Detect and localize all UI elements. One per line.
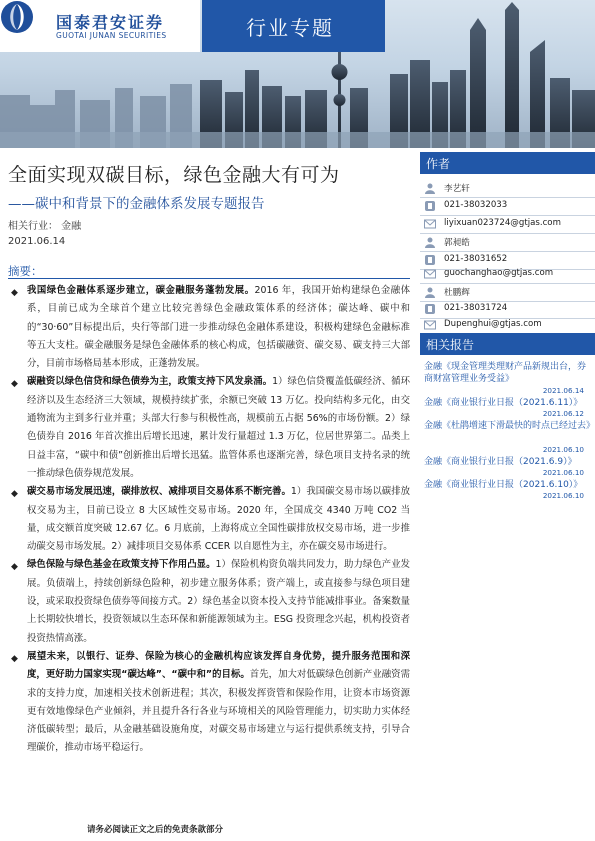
cover-banner xyxy=(0,0,595,148)
author-email[interactable]: liyixuan023724@gtjas.com xyxy=(444,218,561,228)
author-name-row xyxy=(424,235,594,252)
author-phone: 021-38032033 xyxy=(444,200,508,210)
logo-block xyxy=(0,0,200,52)
related-report-link[interactable]: 金融《商业银行业日报（2021.6.10）》 xyxy=(424,480,583,490)
email-icon xyxy=(424,268,436,280)
guotai-junan-logo-icon xyxy=(0,0,34,34)
abstract-item-body: 首先，加大对低碳绿色创新产业融资需求的支持力度，加速相关技术创新进程；其次，积极发挥资管和保险作用，让资本市场资源更有效地像绿色产业倾斜，并且提升各行各业与环境相关的风险管理能力，切实助力实体经济低碳转型；最后，从金融基础设施角度，对碳交易市场建立与运行提供系统支持，引导合理碳价，推动市场平稳运行。 xyxy=(27,669,410,754)
abstract-item xyxy=(8,648,410,758)
abstract-heading: 摘要： xyxy=(8,264,43,278)
author-phone-row xyxy=(424,302,594,319)
author-name: 郭昶皓 xyxy=(444,238,470,248)
related-reports-heading: 相关报告 xyxy=(420,333,595,355)
report-subtitle: ——碳中和背景下的金融体系发展专题报告 xyxy=(8,196,265,212)
abstract-divider xyxy=(8,278,410,279)
author-phone: 021-38031724 xyxy=(444,303,508,313)
author-name-row xyxy=(424,181,594,198)
logo-chinese-name: 国泰君安证券 xyxy=(56,13,165,32)
abstract-item xyxy=(8,483,410,556)
abstract-item-body: 2016 年，我国开始构建绿色金融体系，目前已成为全球首个建立比较完善绿色金融政策体系的经济体；碳达峰、碳中和的“30·60”目标提出后，央行等部门进一步推动绿色金融体系建设，积极构建绿色金融标准等五大支柱。碳金融服务是绿色金融体系的核心构成，包括碳融资、碳交易、碳支持三大部分，目前市场格局基本形成，正蓬勃发展。 xyxy=(27,285,410,370)
author-email[interactable]: guochanghao@gtjas.com xyxy=(444,268,554,278)
abstract-item-body: 1）我国碳交易市场以碳排放权交易为主，目前已设立 8 大区域性交易市场。2020 年，全国成交 4340 万吨 CO2 当量，成交额首度突破 12.67 亿。6 月底前，上海将成立全国性碳排放权交易市场，进一步推动碳交易市场发展。2）减排项目交易体系 CCER 以自愿性为主，亦在碳交易市场进行。 xyxy=(27,486,410,553)
author-email-row[interactable] xyxy=(424,267,594,284)
phone-icon xyxy=(424,303,436,315)
related-report-date: 2021.06.10 xyxy=(542,468,584,477)
report-type-tag xyxy=(202,0,385,52)
person-icon xyxy=(424,236,436,248)
author-name: 李艺轩 xyxy=(444,184,470,194)
authors-heading: 作者 xyxy=(420,152,595,174)
report-date: 2021.06.14 xyxy=(8,236,66,247)
person-icon xyxy=(424,286,436,298)
bullet-icon: ◆ xyxy=(11,489,18,500)
divider xyxy=(420,283,595,284)
abstract-list xyxy=(8,282,410,758)
related-report-link[interactable]: 金融《杜鹃增速下滑最快的时点已经过去》 xyxy=(424,421,595,431)
bullet-icon: ◆ xyxy=(11,653,18,664)
logo-english-name: GUOTAI JUNAN SECURITIES xyxy=(56,31,167,40)
abstract-item-body: 1）绿色信贷覆盖低碳经济、循环经济以及生态经济三大领域，规模持续扩张，余额已突破 13 万亿。投向结构多元化，由交通物流为主到多行业并重；头部大行参与积极性高，规模前五占据 56%的市场份额。2）绿色债券自 2016 年首次推出后增长迅速，累计发行量超过 1.3 万亿，位居世界第二。品类上日益丰富，“碳中和债”创新推出后增长迅猛。监管体系也逐渐完善，绿色项目支持名录的统一推动绿色债券规范发展。 xyxy=(27,376,410,479)
author-phone-row xyxy=(424,199,594,216)
author-phone: 021-38031652 xyxy=(444,254,508,264)
divider xyxy=(420,197,595,198)
related-report-link[interactable]: 金融《商业银行业日报（2021.6.9）》 xyxy=(424,457,577,467)
email-icon xyxy=(424,218,436,230)
divider xyxy=(420,215,595,216)
abstract-item-body: 1）保险机构资负端共同发力，助力绿色产业发展。负债端上，持续创新绿色险种，初步建立服务体系；资产端上，或直接参与绿色项目建设，或采取投资绿色债券等间接方式。2）绿色基金以资本投入支持节能减排事业。备案数量上长期较快增长，投资领域以生态环保和新能源领域为主。ESG 投资理念兴起，机构投资者投资热情高涨。 xyxy=(27,559,410,644)
author-name: 杜鹏辉 xyxy=(444,288,470,298)
abstract-item xyxy=(8,373,410,483)
divider xyxy=(420,233,595,234)
related-report-link[interactable]: 金融《现金管理类理财产品新规出台，券商财富管理业务受益》 xyxy=(424,362,587,384)
author-email-row[interactable] xyxy=(424,217,594,234)
divider xyxy=(420,251,595,252)
person-icon xyxy=(424,182,436,194)
abstract-item-lead: 我国绿色金融体系逐步建立，碳金融服务蓬勃发展。 xyxy=(27,285,255,296)
author-email[interactable]: Dupenghui@gtjas.com xyxy=(444,319,542,329)
related-report-date: 2021.06.10 xyxy=(542,445,584,454)
related-industry: 相关行业： 金融 xyxy=(8,221,82,232)
bullet-icon: ◆ xyxy=(11,562,18,573)
related-report-date: 2021.06.12 xyxy=(542,409,584,418)
bullet-icon: ◆ xyxy=(11,288,18,298)
email-icon xyxy=(424,319,436,331)
abstract-item xyxy=(8,282,410,373)
related-report-link[interactable]: 金融《商业银行业日报（2021.6.11）》 xyxy=(424,398,583,408)
phone-icon xyxy=(424,200,436,212)
abstract-item xyxy=(8,556,410,647)
phone-icon xyxy=(424,254,436,266)
related-report-date: 2021.06.14 xyxy=(542,386,584,395)
report-type-label: 行业专题 xyxy=(246,16,334,40)
report-title: 全面实现双碳目标，绿色金融大有可为 xyxy=(8,164,340,186)
abstract-item-lead: 碳融资以绿色信贷和绿色债券为主，政策支持下风发泉涌。 xyxy=(27,376,273,388)
related-report-date: 2021.06.10 xyxy=(542,491,584,500)
disclaimer-footer: 请务必阅读正文之后的免责条款部分 xyxy=(87,825,224,835)
bullet-icon: ◆ xyxy=(11,379,18,390)
abstract-item-lead: 展望未来，以银行、证券、保险为核心的金融机构应该发挥自身优势，提升服务范围和深度，更好助力国家实现“碳达峰”、“碳中和”的目标。 xyxy=(27,650,410,681)
author-name-row xyxy=(424,285,594,302)
abstract-item-lead: 绿色保险与绿色基金在政策支持下作用凸显。 xyxy=(27,559,216,571)
abstract-item-lead: 碳交易市场发展迅速，碳排放权、减排项目交易体系不断完善。 xyxy=(27,486,291,498)
